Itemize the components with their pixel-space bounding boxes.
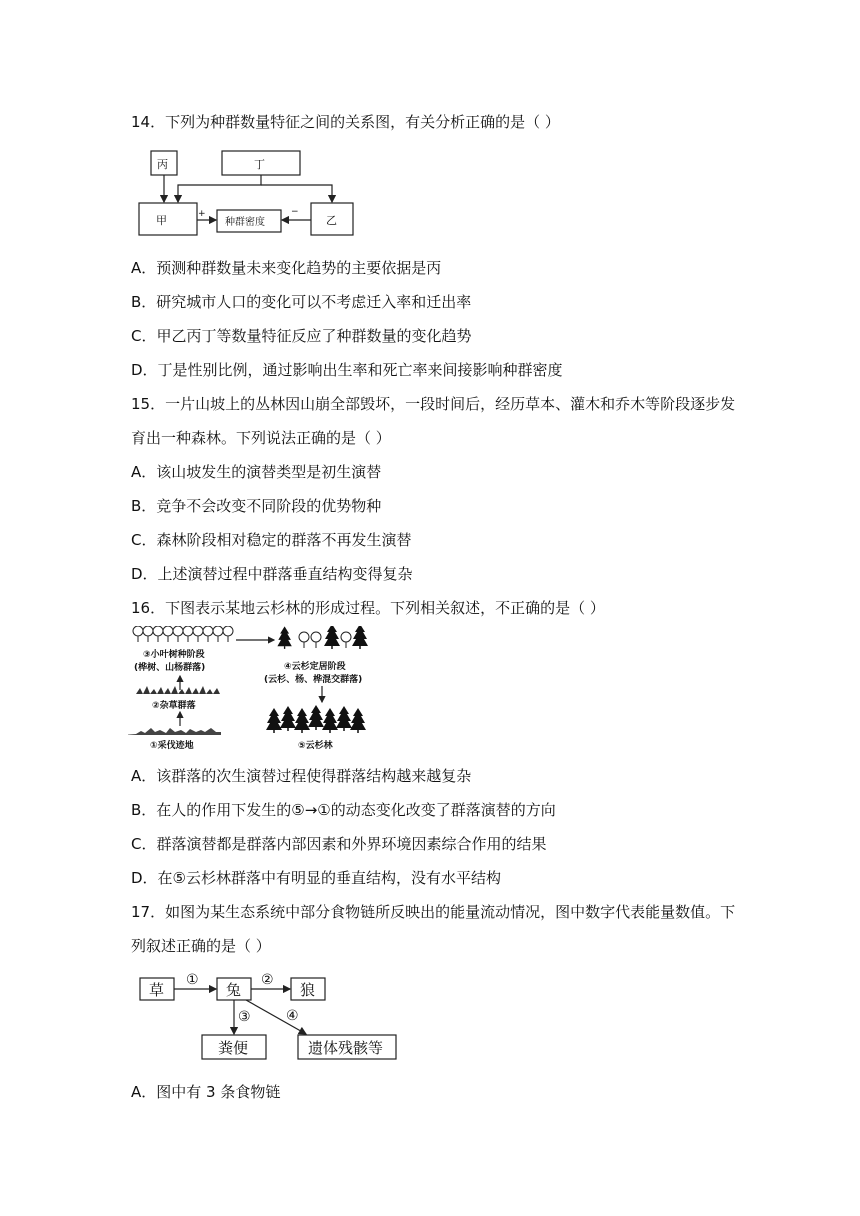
q14-option-c: C．甲乙丙丁等数量特征反应了种群数量的变化趋势 [131, 327, 472, 345]
q16-stem: 16．下图表示某地云杉林的形成过程。下列相关叙述，不正确的是（ ） [131, 599, 605, 617]
q14-option-b: B．研究城市人口的变化可以不考虑迁入率和迁出率 [131, 293, 472, 311]
q15-option-c: C．森林阶段相对稳定的群落不再发生演替 [131, 531, 412, 549]
q17-stem-line1: 17．如图为某生态系统中部分食物链所反映出的能量流动情况，图中数字代表能量数值。下 [131, 903, 736, 921]
q16-stage1-label: ①采伐迹地 [150, 741, 194, 751]
q16-clearing-shape [128, 728, 221, 735]
q16-stage5-label: ⑤云杉林 [298, 741, 333, 751]
q15-option-b: B．竞争不会改变不同阶段的优势物种 [131, 497, 382, 515]
q16-stage3-label: ③小叶树种阶段 [143, 650, 205, 660]
q17-label-dung: 粪便 [218, 1039, 249, 1057]
q16-option-d: D．在⑤云杉林群落中有明显的垂直结构，没有水平结构 [131, 869, 502, 887]
q14-plus-sign: + [198, 209, 206, 219]
q16-stage4-sublabel: (云杉、杨、桦混交群落) [264, 675, 363, 685]
q14-node-jia [139, 203, 197, 235]
q14-label-jia: 甲 [156, 214, 167, 227]
q17-label-n2: ② [261, 972, 274, 988]
q16-option-b: B．在人的作用下发生的⑤→①的动态变化改变了群落演替的方向 [131, 801, 556, 819]
q16-option-a: A．该群落的次生演替过程使得群落结构越来越复杂 [131, 767, 472, 785]
q14-label-ding: 丁 [254, 158, 265, 171]
q15-stem-line1: 15．一片山坡上的丛林因山崩全部毁坏，一段时间后，经历草本、灌木和乔木等阶段逐步发 [131, 395, 736, 413]
q14-option-a: A．预测种群数量未来变化趋势的主要依据是丙 [131, 259, 442, 277]
q16-small-leaf-trees [133, 626, 233, 642]
q17-label-grass: 草 [149, 981, 165, 999]
q17-label-remains: 遗体残骸等 [308, 1039, 384, 1057]
q14-minus-sign: − [291, 207, 299, 217]
q16-stage3-sublabel: (桦树、山杨群落) [134, 663, 206, 673]
q15-option-d: D．上述演替过程中群落垂直结构变得复杂 [131, 565, 413, 583]
q17-option-a: A．图中有 3 条食物链 [131, 1083, 281, 1101]
q14-label-bing: 丙 [157, 158, 168, 171]
q14-label-density: 种群密度 [225, 217, 265, 228]
q17-label-n1: ① [186, 972, 199, 988]
q17-label-n4: ④ [286, 1008, 299, 1024]
q16-stage2-label: ②杂草群落 [152, 701, 196, 711]
q16-mixed-forest [277, 626, 368, 649]
q17-label-rabbit: 兔 [226, 981, 242, 999]
q14-diagram [136, 148, 366, 238]
q14-option-d: D．丁是性别比例，通过影响出生率和死亡率来间接影响种群密度 [131, 361, 563, 379]
q16-stage4-label: ④云杉定居阶段 [284, 662, 346, 672]
q16-diagram [128, 626, 388, 754]
q16-grass-shape [136, 686, 220, 694]
q17-label-n3: ③ [238, 1009, 251, 1025]
q17-label-wolf: 狼 [300, 981, 316, 999]
q15-stem-line2: 育出一种森林。下列说法正确的是（ ） [131, 429, 391, 447]
q17-diagram [138, 968, 400, 1064]
q14-label-yi: 乙 [326, 214, 337, 227]
q16-option-c: C．群落演替都是群落内部因素和外界环境因素综合作用的结果 [131, 835, 547, 853]
q14-stem: 14．下列为种群数量特征之间的关系图，有关分析正确的是（ ） [131, 113, 560, 131]
q16-spruce-forest [266, 705, 366, 733]
q17-stem-line2: 列叙述正确的是（ ） [131, 937, 271, 955]
q15-option-a: A．该山坡发生的演替类型是初生演替 [131, 463, 382, 481]
